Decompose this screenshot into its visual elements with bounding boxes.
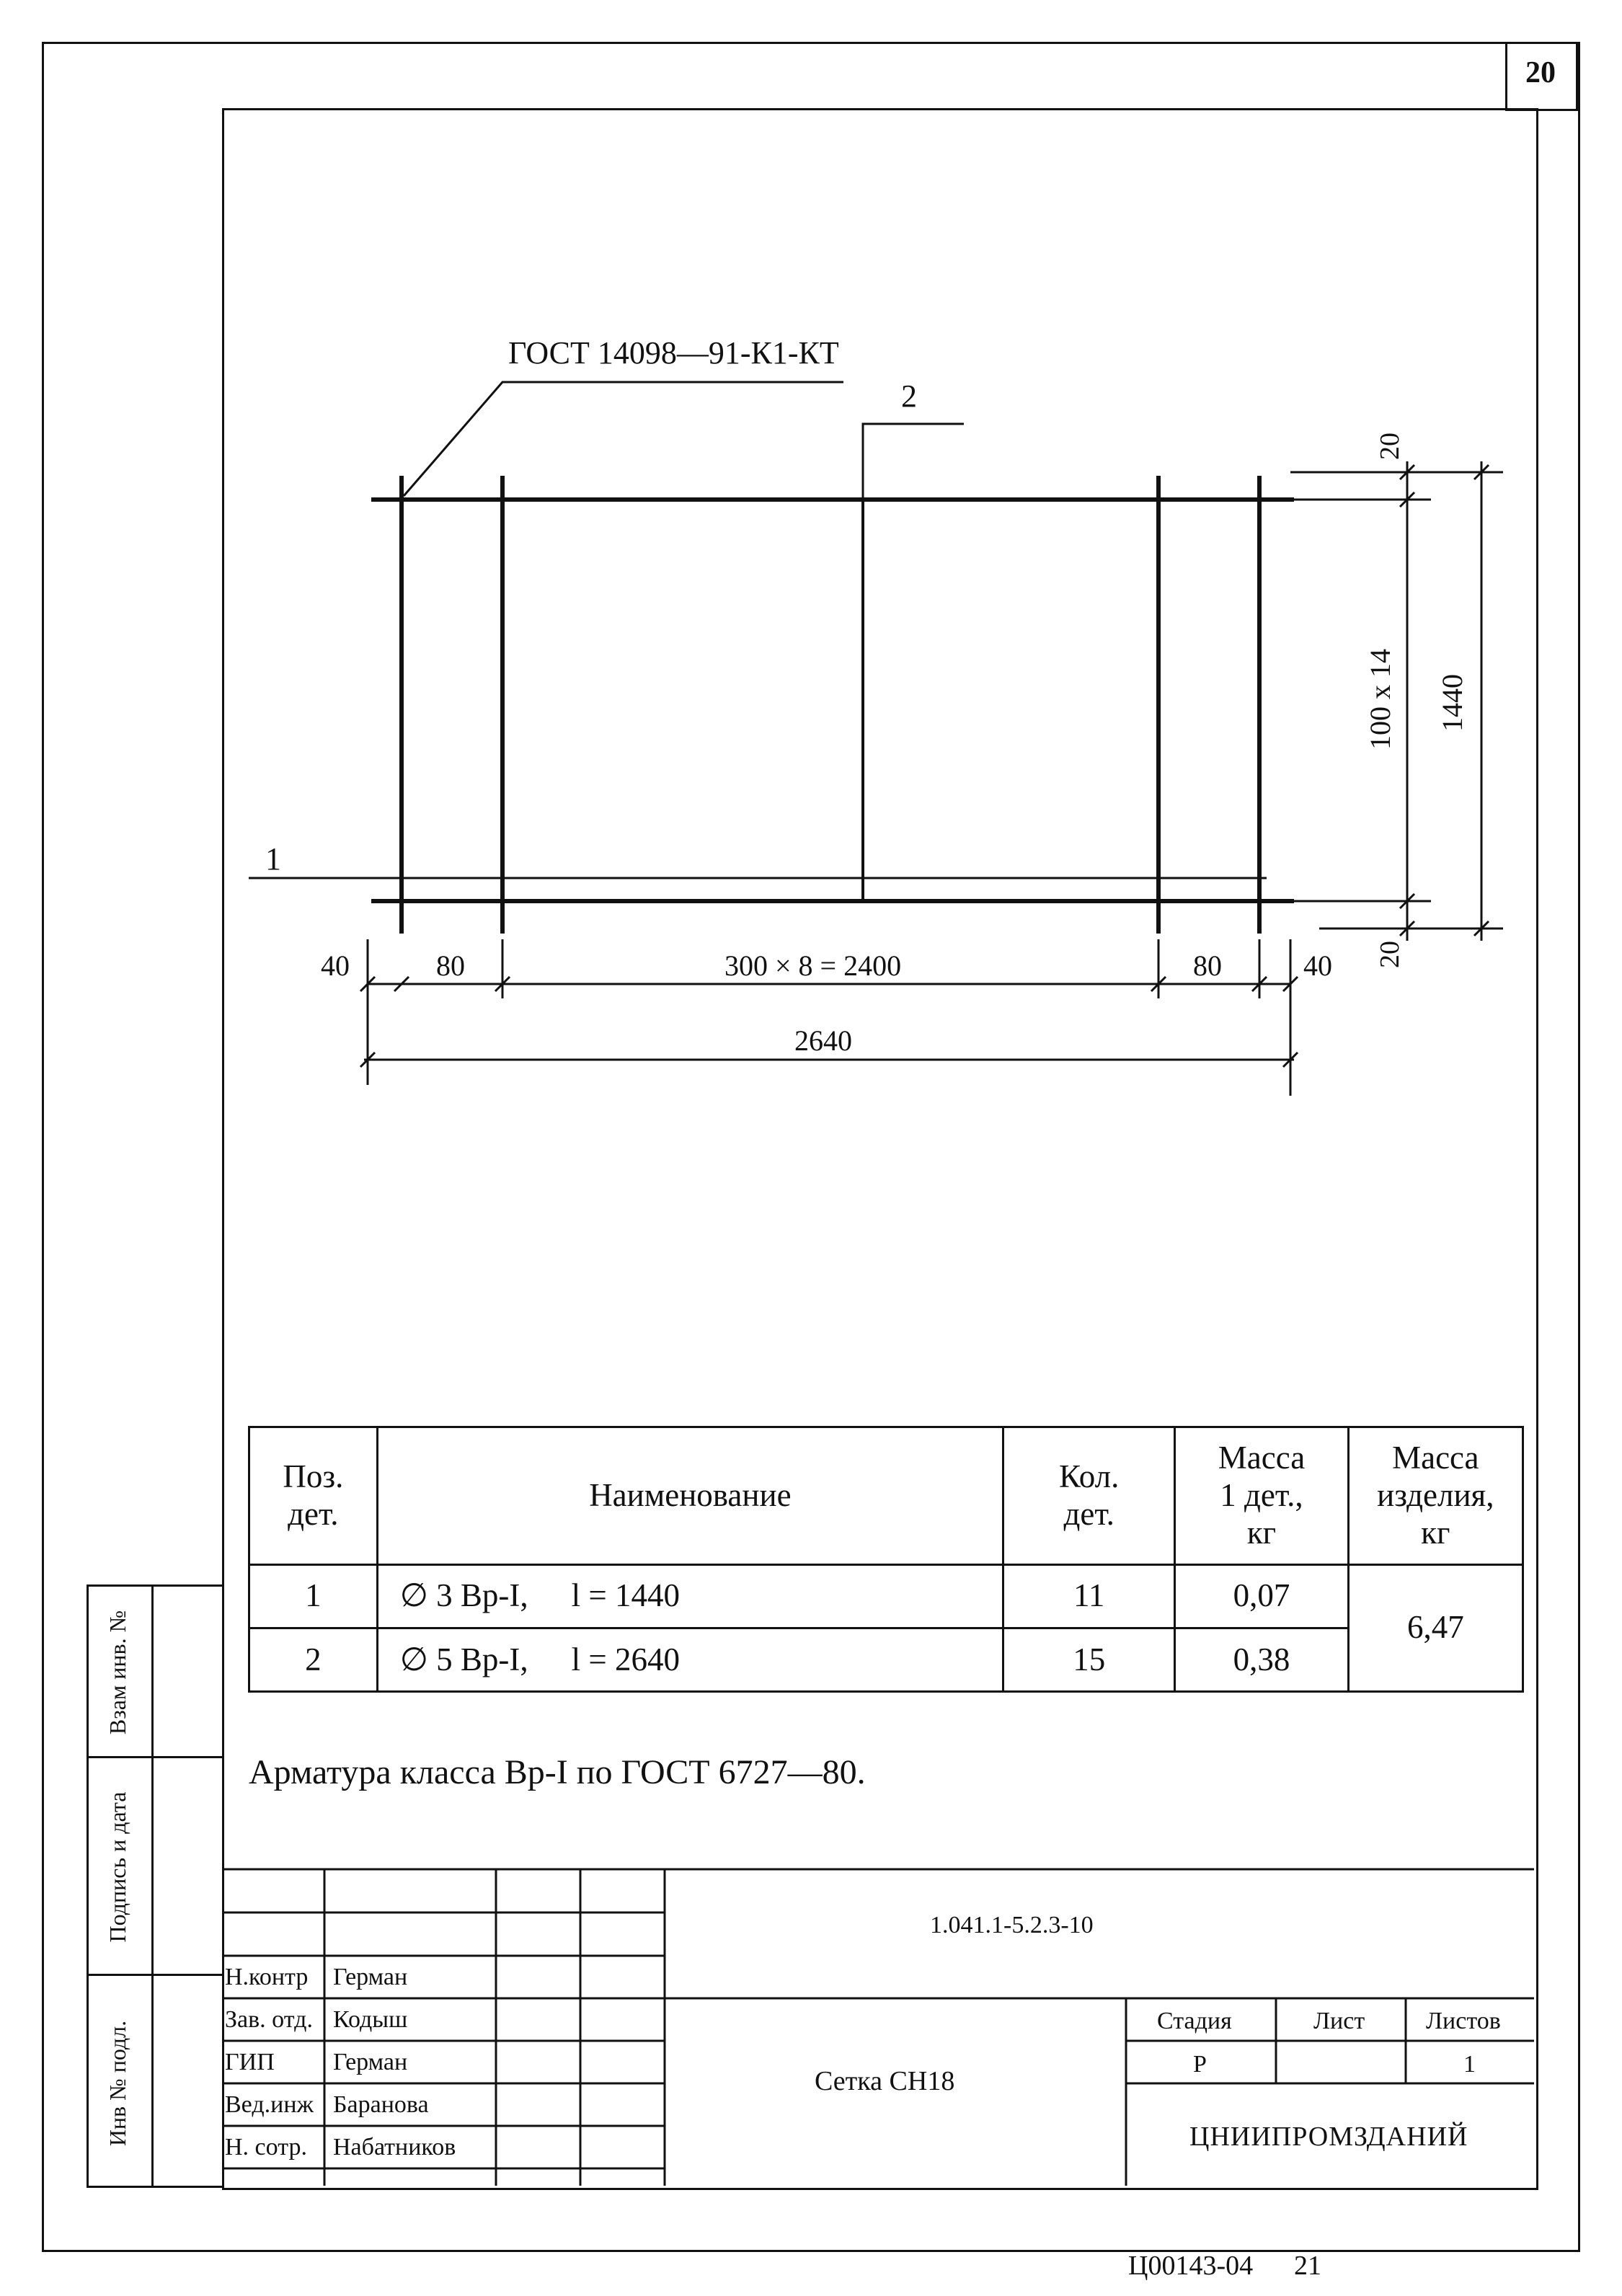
role-ved-inzh: Вед.инж (225, 2091, 314, 2118)
dim-total: 2640 (794, 1024, 852, 1057)
role-nkontr: Н.контр (225, 1964, 309, 1990)
name-nkontr: Герман (333, 1964, 408, 1990)
document-code: 1.041.1-5.2.3-10 (930, 1912, 1094, 1938)
vzam-label: Взам инв. № (105, 1610, 130, 1735)
role-gip: ГИП (225, 2049, 275, 2075)
dim-bottom-20: 20 (1375, 941, 1405, 968)
role-zav-otd: Зав. отд. (225, 2006, 313, 2033)
dim-right-40: 40 (1303, 949, 1332, 982)
role-n-sotr: Н. сотр. (225, 2134, 307, 2160)
spec-header-mass-total: Масса изделия, кг (1348, 1427, 1523, 1565)
stage-value: Р (1193, 2051, 1207, 2078)
dim-top-20: 20 (1375, 433, 1405, 460)
dim-middle: 300 × 8 = 2400 (724, 949, 902, 982)
dim-right-80: 80 (1193, 949, 1222, 982)
spec-pos: 1 (249, 1564, 378, 1628)
spec-mass: 0,38 (1175, 1628, 1348, 1691)
name-gip: Герман (333, 2049, 408, 2075)
name-zav-otd: Кодыш (333, 2006, 408, 2033)
position-1-label: 1 (265, 841, 281, 877)
organization: ЦНИИПРОМЗДАНИЙ (1189, 2122, 1468, 2152)
dim-left-40: 40 (321, 949, 350, 982)
sheets-value: 1 (1463, 2051, 1476, 2078)
footer-number: 21 (1294, 2251, 1321, 2281)
inv-label: Инв № подл. (105, 2020, 130, 2147)
stage-label: Стадия (1157, 2008, 1232, 2034)
page-number: 20 (1525, 56, 1556, 89)
spec-name: ∅ 5 Вр-I, l = 2640 (377, 1628, 1003, 1691)
gost-callout: ГОСТ 14098—91-К1-КТ (508, 335, 839, 371)
dim-vert-total: 1440 (1436, 674, 1468, 732)
podpis-label: Подпись и дата (105, 1791, 130, 1943)
footer-code: Ц00143-04 (1128, 2251, 1254, 2281)
spec-name: ∅ 3 Вр-I, l = 1440 (377, 1564, 1003, 1628)
sheets-label: Листов (1426, 2008, 1501, 2034)
spec-qty: 15 (1003, 1628, 1175, 1691)
dim-vert-spacing: 100 x 14 (1364, 649, 1396, 750)
product-name: Сетка СН18 (815, 2066, 955, 2096)
spec-mass: 0,07 (1175, 1564, 1348, 1628)
spec-qty: 11 (1003, 1564, 1175, 1628)
dim-left-80: 80 (436, 949, 465, 982)
spec-pos: 2 (249, 1628, 378, 1691)
name-n-sotr: Набатников (333, 2134, 456, 2160)
position-2-label: 2 (901, 378, 917, 414)
reinforcement-note: Арматура класса Вр-I по ГОСТ 6727—80. (249, 1753, 866, 1791)
spec-total-mass: 6,47 (1348, 1564, 1523, 1691)
name-ved-inzh: Баранова (333, 2091, 429, 2118)
spec-header-mass1: Масса 1 дет., кг (1175, 1427, 1348, 1565)
spec-header-pos: Поз. дет. (249, 1427, 378, 1565)
spec-header-name: Наименование (377, 1427, 1003, 1565)
sheet-label: Лист (1313, 2008, 1365, 2034)
spec-header-qty: Кол. дет. (1003, 1427, 1175, 1565)
